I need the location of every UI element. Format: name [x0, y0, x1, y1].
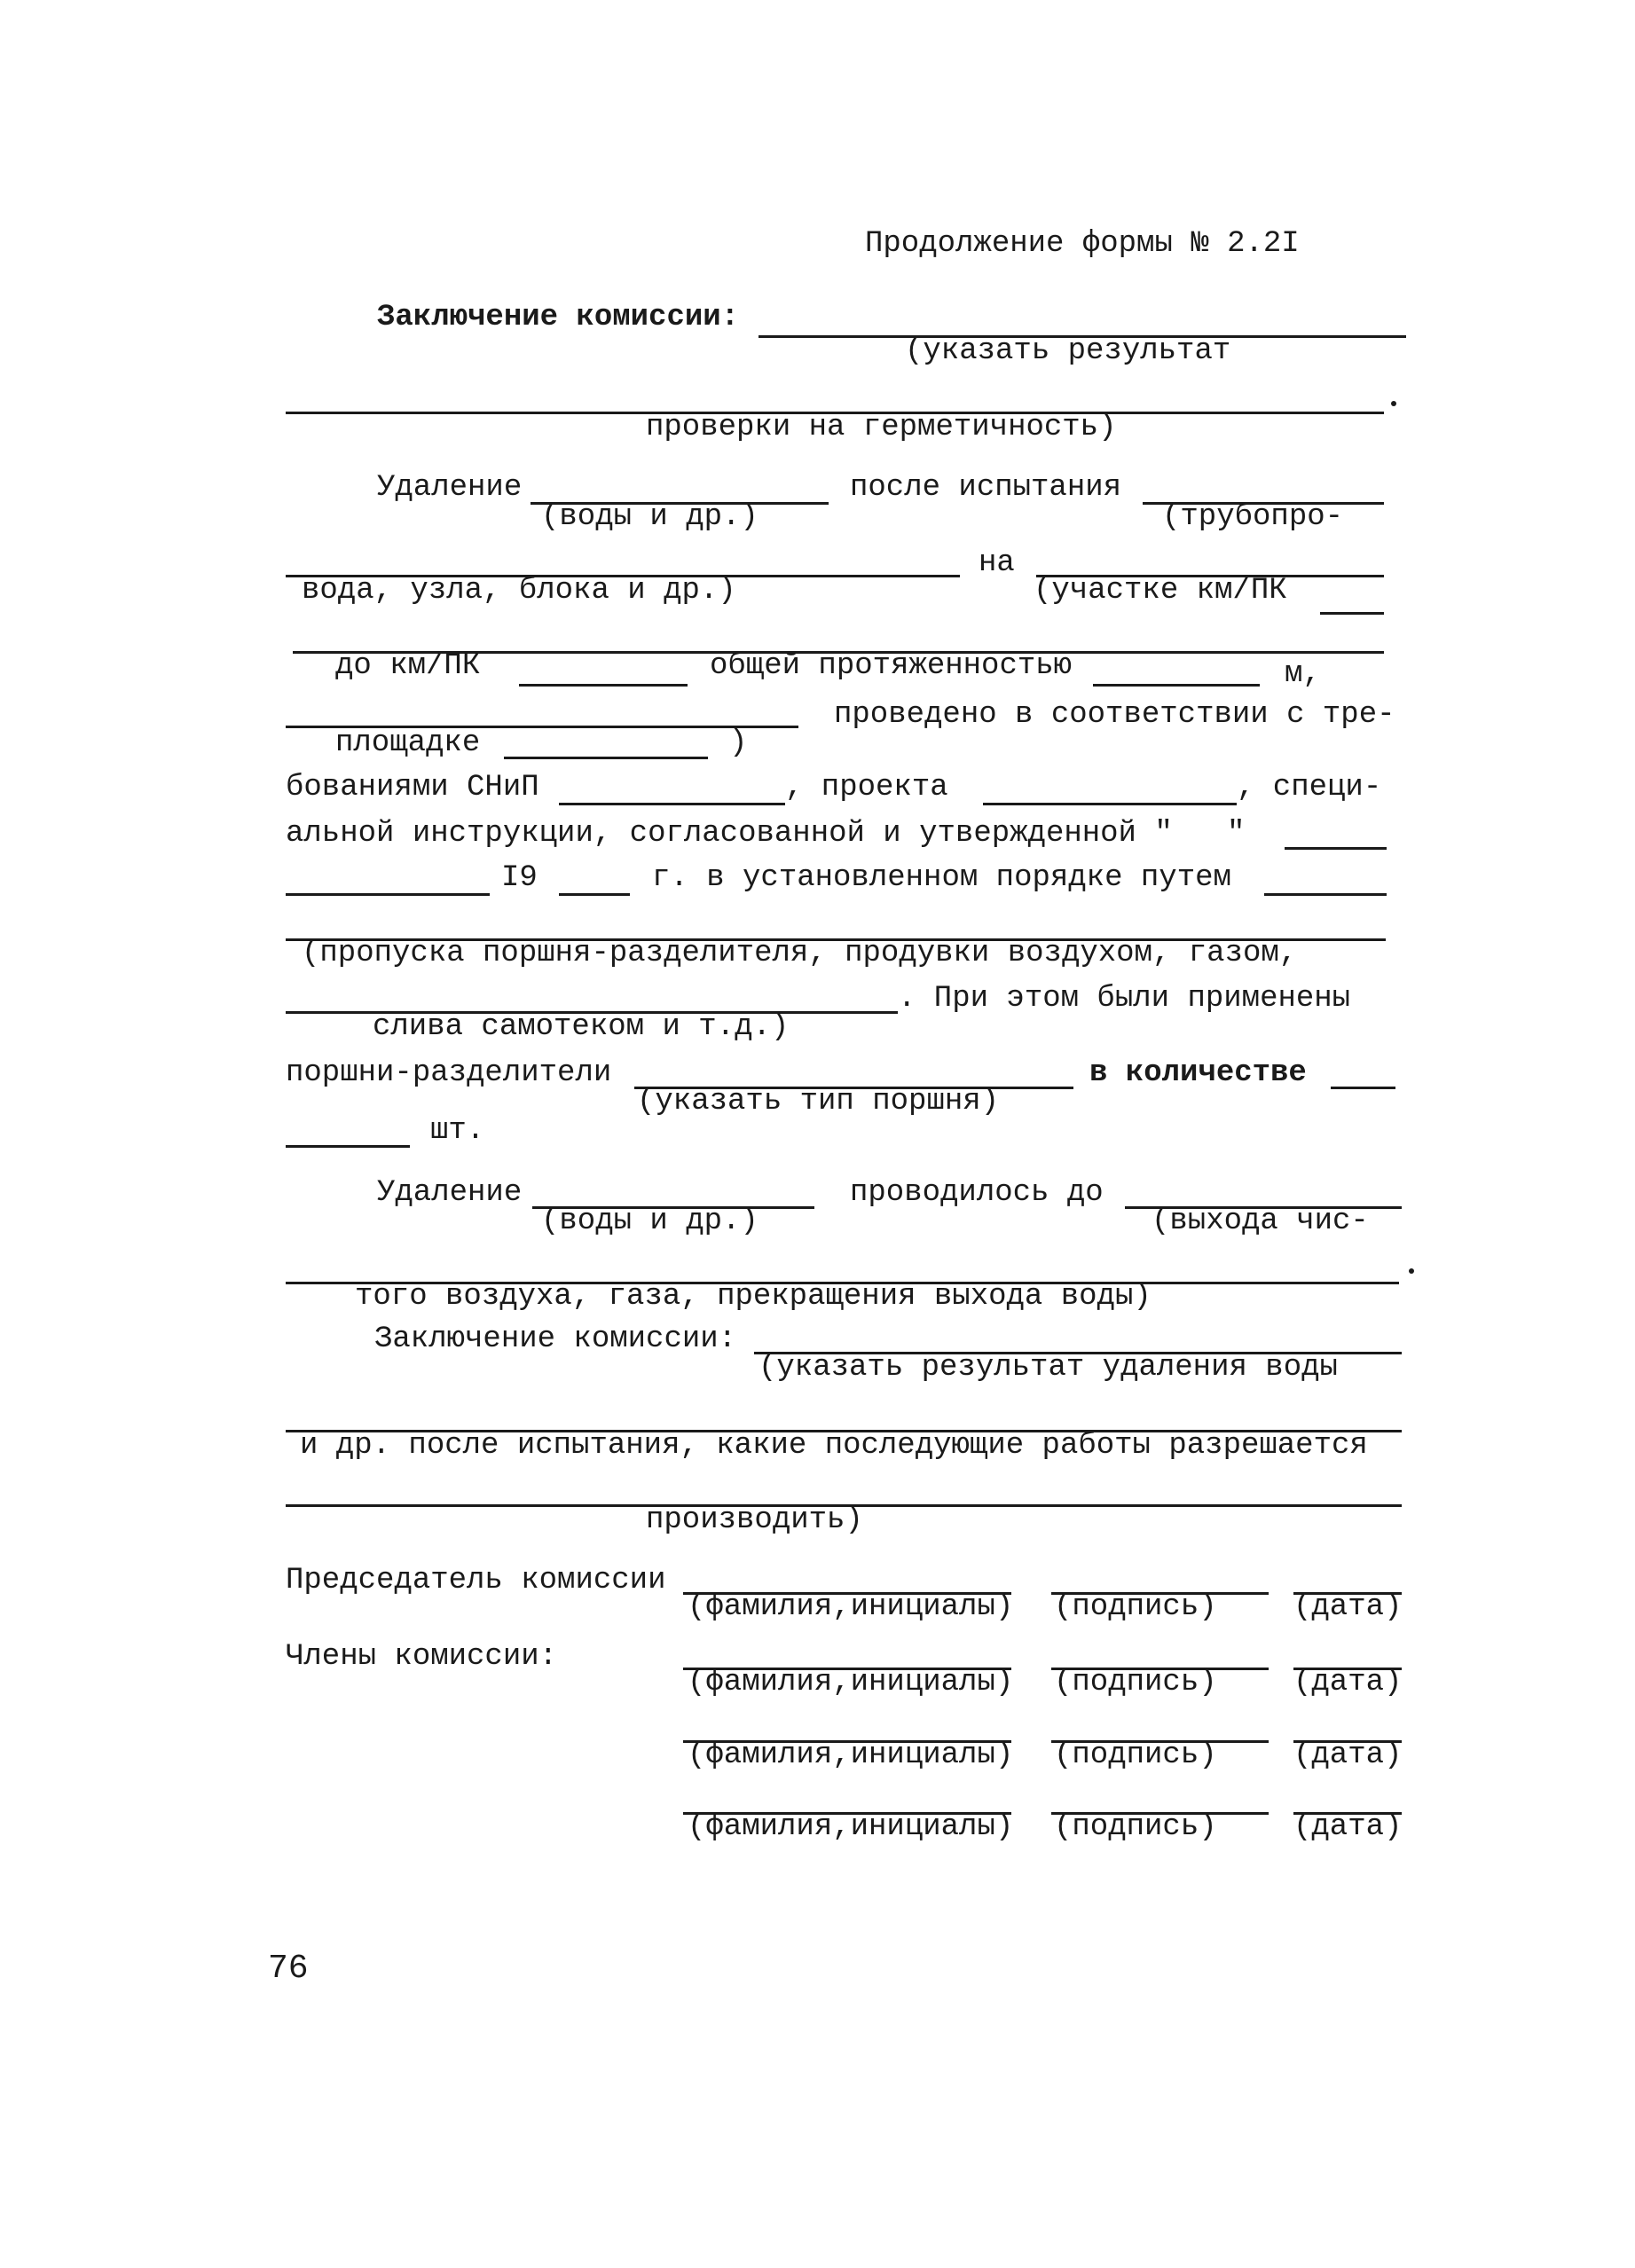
sign-caption: (подпись): [1054, 1738, 1217, 1772]
date-caption: (дата): [1293, 1810, 1403, 1844]
name-caption: (фамилия,инициалы): [688, 1738, 1014, 1772]
caption: (участке км/ПК: [1034, 574, 1287, 608]
label: г. в установленном порядке путем: [652, 861, 1231, 895]
name-caption: (фамилия,инициалы): [688, 1810, 1014, 1844]
fill-line: [504, 757, 708, 759]
label: , проекта: [785, 771, 948, 804]
label: . При этом были применены: [898, 982, 1351, 1016]
chairman-label: Председатель комиссии: [286, 1564, 666, 1597]
caption: (указать тип поршня): [637, 1085, 1000, 1118]
date-caption: (дата): [1293, 1590, 1403, 1624]
caption: вода, узла, блока и др.): [302, 574, 736, 608]
page-number: 76: [268, 1950, 309, 1988]
caption: (пропуска поршня-разделителя, продувки воздухом, газом,: [302, 937, 1298, 970]
label: после испытания: [850, 471, 1122, 505]
fill-line: [519, 684, 688, 687]
label: проводилось до: [850, 1176, 1104, 1210]
label: м,: [1285, 657, 1321, 691]
form-title: Продолжение формы № 2.2I: [865, 227, 1300, 261]
label: , специ-: [1237, 771, 1382, 804]
label: на: [979, 546, 1015, 580]
fill-line: [286, 893, 490, 896]
caption: (трубопро-: [1162, 500, 1344, 534]
caption: общей протяженностью: [710, 649, 1073, 683]
name-caption: (фамилия,инициалы): [688, 1590, 1014, 1624]
commission-conclusion-label: Заключение комиссии:: [374, 1322, 737, 1356]
sign-caption: (подпись): [1054, 1666, 1217, 1699]
label: проведено в соответствии с тре-: [834, 698, 1395, 732]
name-caption: (фамилия,инициалы): [688, 1666, 1014, 1699]
caption: (указать результат удаления воды: [759, 1351, 1338, 1385]
caption: слива самотеком и т.д.): [373, 1010, 790, 1044]
fill-line: [1285, 847, 1387, 850]
caption: производить): [646, 1503, 863, 1537]
caption: до км/ПК: [335, 649, 481, 683]
fill-line: [983, 803, 1237, 805]
caption: (воды и др.): [541, 500, 759, 534]
commission-conclusion-label: Заключение комиссии:: [377, 301, 740, 334]
fill-line: [1320, 612, 1384, 615]
caption: (указать результат: [905, 334, 1231, 368]
fill-line: [1093, 684, 1260, 687]
label: шт.: [430, 1114, 485, 1148]
date-caption: (дата): [1293, 1666, 1403, 1699]
label: I9: [501, 861, 538, 895]
label: бованиями СНиП: [286, 771, 539, 804]
caption: площадке: [335, 726, 481, 760]
label: поршни-разделители: [286, 1056, 612, 1090]
caption: того воздуха, газа, прекращения выхода воды): [355, 1280, 1152, 1314]
label: альной инструкции, согласованной и утвержденной " ": [286, 817, 1246, 851]
label: Удаление: [377, 471, 523, 505]
fill-line: [559, 803, 785, 805]
date-caption: (дата): [1293, 1738, 1403, 1772]
dot: [1409, 1268, 1414, 1274]
fill-line: [1331, 1087, 1395, 1089]
fill-line: [559, 893, 630, 896]
fill-line: [1264, 893, 1387, 896]
label: в количестве: [1089, 1056, 1307, 1090]
caption: проверки на герметичность): [646, 411, 1117, 444]
caption: (выхода чис-: [1152, 1205, 1369, 1238]
sign-caption: (подпись): [1054, 1590, 1217, 1624]
members-label: Члены комиссии:: [286, 1640, 558, 1674]
fill-line: [286, 1145, 410, 1148]
dot: [1391, 401, 1396, 406]
caption: и др. после испытания, какие последующие работы разрешается: [300, 1429, 1368, 1463]
label: Удаление: [377, 1176, 523, 1210]
caption: (воды и др.): [541, 1205, 759, 1238]
caption: ): [729, 726, 748, 760]
sign-caption: (подпись): [1054, 1810, 1217, 1844]
